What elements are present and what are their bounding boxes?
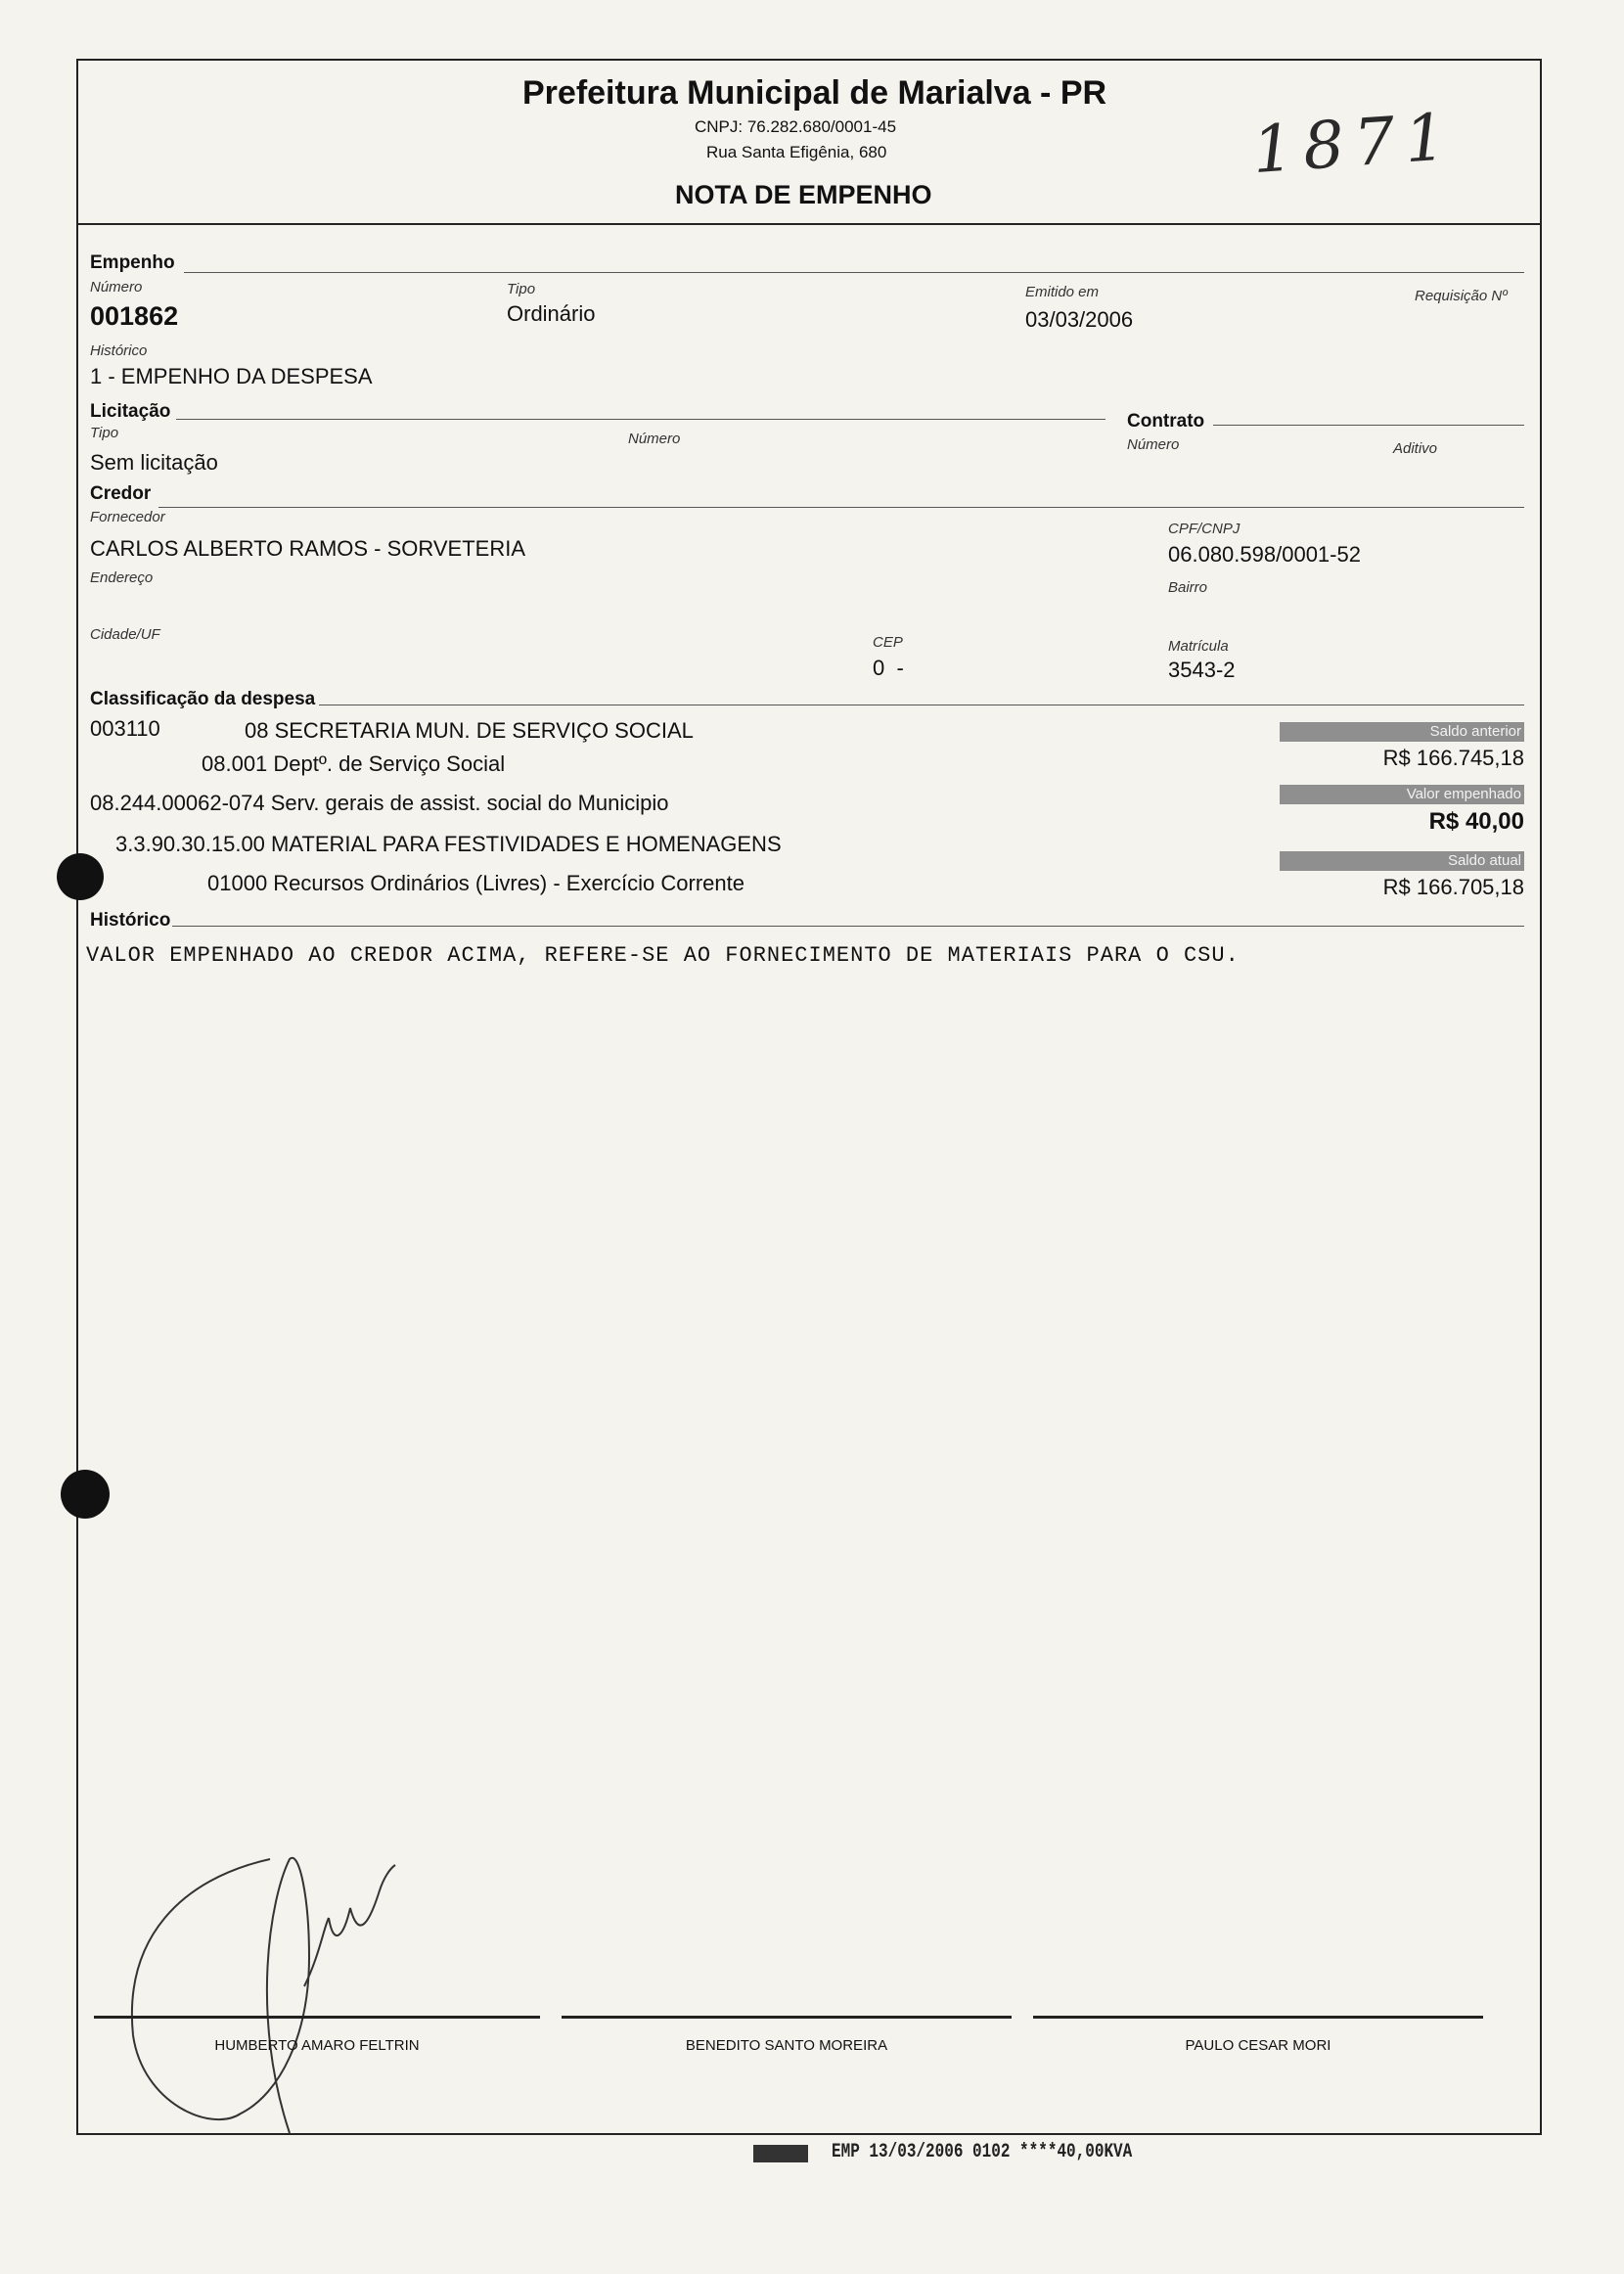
- section-historico: Histórico: [90, 910, 171, 931]
- requisicao-label: Requisição Nº: [1415, 288, 1508, 304]
- section-classificacao: Classificação da despesa: [90, 689, 316, 709]
- fornecedor-label: Fornecedor: [90, 509, 165, 525]
- signature-line: [94, 2016, 540, 2019]
- cidade-label: Cidade/UF: [90, 626, 160, 643]
- licitacao-tipo-label: Tipo: [90, 425, 119, 441]
- cep-label: CEP: [873, 634, 903, 651]
- signature-line: [562, 2016, 1012, 2019]
- empenho-number: 001862: [90, 301, 179, 331]
- matricula-value: 3543-2: [1168, 658, 1236, 682]
- licitacao-numero-label: Número: [628, 431, 681, 447]
- punch-hole: [57, 853, 104, 900]
- classificacao-line-4: 3.3.90.30.15.00 MATERIAL PARA FESTIVIDADES E HOMENAGENS: [115, 832, 782, 856]
- divider: [184, 272, 1524, 273]
- classificacao-code: 003110: [90, 716, 160, 741]
- document-title: NOTA DE EMPENHO: [675, 180, 932, 209]
- municipality-title: Prefeitura Municipal de Marialva - PR: [522, 74, 1107, 112]
- header-divider: [76, 223, 1542, 225]
- handwritten-number: 1871: [1249, 98, 1459, 189]
- classificacao-line-3: 08.244.00062-074 Serv. gerais de assist. social do Municipio: [90, 791, 669, 815]
- endereco-label: Endereço: [90, 569, 154, 586]
- matricula-label: Matrícula: [1168, 638, 1229, 655]
- section-credor: Credor: [90, 483, 152, 504]
- section-licitacao: Licitação: [90, 401, 171, 422]
- classificacao-line-1: 08 SECRETARIA MUN. DE SERVIÇO SOCIAL: [245, 718, 694, 743]
- divider: [1213, 425, 1524, 426]
- historico-text: VALOR EMPENHADO AO CREDOR ACIMA, REFERE-SE AO FORNECIMENTO DE MATERIAIS PARA O CSU.: [86, 943, 1240, 968]
- historico-value: 1 - EMPENHO DA DESPESA: [90, 364, 373, 388]
- cep-value: 0 -: [873, 656, 904, 680]
- numero-label: Número: [90, 279, 143, 296]
- valor-empenhado-value: R$ 40,00: [1428, 808, 1524, 835]
- valor-empenhado-label: Valor empenhado: [1280, 785, 1524, 804]
- punch-hole: [61, 1470, 110, 1519]
- bank-stamp: EMP 13/03/2006 0102 ****40,00KVA: [832, 2141, 1133, 2163]
- cnpj: CNPJ: 76.282.680/0001-45: [695, 117, 897, 136]
- cpf-value: 06.080.598/0001-52: [1168, 542, 1361, 567]
- saldo-anterior-label: Saldo anterior: [1280, 722, 1524, 742]
- saldo-atual-label: Saldo atual: [1280, 851, 1524, 871]
- bank-stamp-logo: [753, 2145, 808, 2162]
- emitido-label: Emitido em: [1025, 284, 1100, 300]
- emitido-value: 03/03/2006: [1025, 307, 1134, 332]
- signatory-3: PAULO CESAR MORI: [1185, 2037, 1331, 2054]
- fornecedor-value: CARLOS ALBERTO RAMOS - SORVETERIA: [90, 536, 526, 561]
- cpf-label: CPF/CNPJ: [1168, 521, 1241, 537]
- classificacao-line-2: 08.001 Deptº. de Serviço Social: [202, 751, 506, 776]
- tipo-label: Tipo: [507, 281, 536, 297]
- signatory-1: HUMBERTO AMARO FELTRIN: [214, 2037, 420, 2054]
- section-empenho: Empenho: [90, 252, 175, 273]
- classificacao-line-5: 01000 Recursos Ordinários (Livres) - Exercício Corrente: [207, 871, 744, 895]
- contrato-numero-label: Número: [1127, 436, 1180, 453]
- bairro-label: Bairro: [1168, 579, 1208, 596]
- divider: [172, 926, 1524, 927]
- tipo-value: Ordinário: [507, 301, 596, 326]
- signatory-2: BENEDITO SANTO MOREIRA: [685, 2037, 888, 2054]
- section-contrato: Contrato: [1127, 411, 1205, 432]
- signature-scribble: [123, 1840, 436, 2153]
- saldo-atual-value: R$ 166.705,18: [1382, 875, 1524, 899]
- licitacao-tipo-value: Sem licitação: [90, 450, 218, 475]
- divider: [158, 507, 1524, 508]
- signature-line: [1033, 2016, 1483, 2019]
- saldo-anterior-value: R$ 166.745,18: [1382, 746, 1524, 770]
- historico-label: Histórico: [90, 342, 148, 359]
- divider: [176, 419, 1105, 420]
- address: Rua Santa Efigênia, 680: [706, 143, 887, 161]
- aditivo-label: Aditivo: [1393, 440, 1438, 457]
